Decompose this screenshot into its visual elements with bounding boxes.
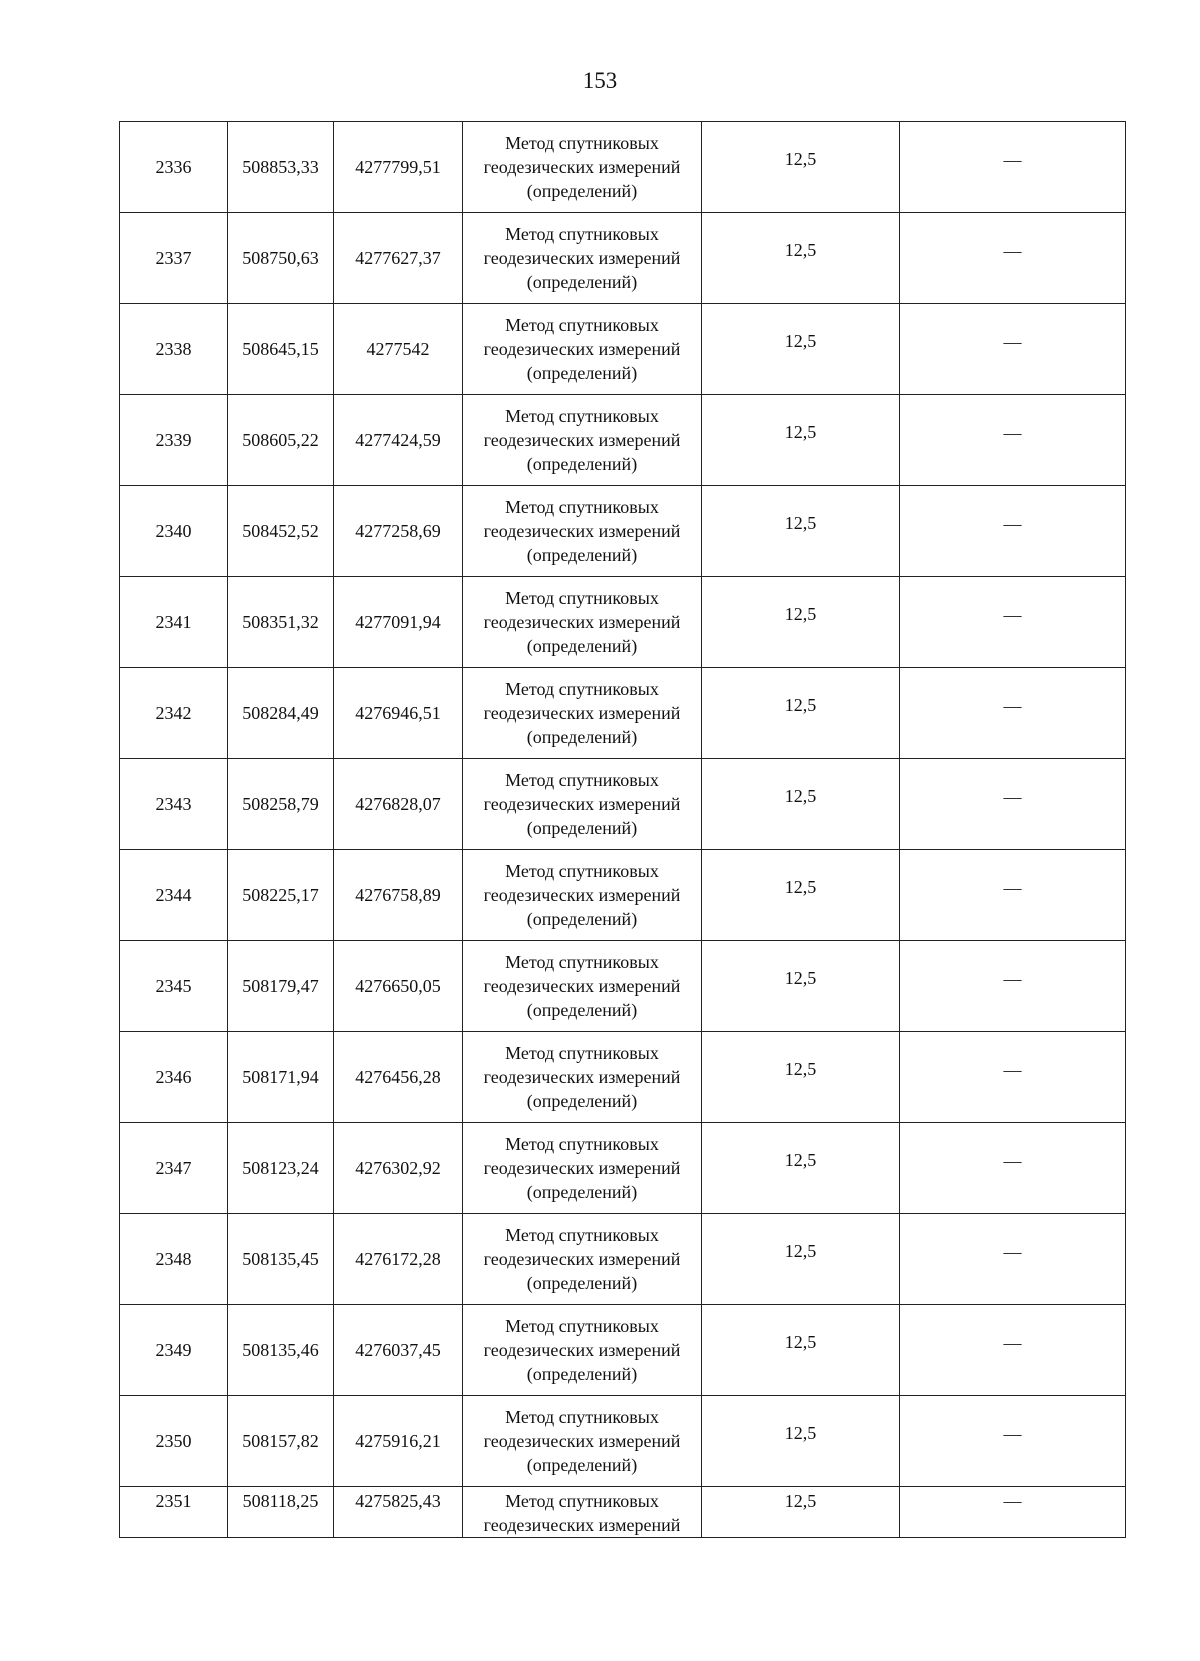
method-cell xyxy=(463,213,702,304)
description-cell xyxy=(900,941,1126,1032)
x-coordinate-cell: 508750,63 xyxy=(228,213,334,304)
method-text: Метод спутниковых геодезических измерений (определений) xyxy=(483,1134,681,1202)
accuracy-cell xyxy=(702,1123,900,1214)
x-coordinate-cell: 508135,45 xyxy=(228,1214,334,1305)
x-coordinate-cell: 508645,15 xyxy=(228,304,334,395)
table-row xyxy=(120,122,1126,213)
page-number: 153 xyxy=(582,68,618,93)
method-cell xyxy=(463,941,702,1032)
method-text: Метод спутниковых геодезических измерений (определений) xyxy=(483,952,681,1020)
description-text: — xyxy=(1003,241,1022,261)
point-number-cell: 2346 xyxy=(120,1032,228,1123)
accuracy-text: 12,5 xyxy=(784,149,817,169)
point-number-cell: 2338 xyxy=(120,304,228,395)
accuracy-text: 12,5 xyxy=(784,1150,817,1170)
x-coordinate-cell: 508123,24 xyxy=(228,1123,334,1214)
accuracy-text: 12,5 xyxy=(784,604,817,624)
method-cell xyxy=(463,1487,702,1538)
point-number-cell: 2351 xyxy=(120,1487,228,1538)
accuracy-cell xyxy=(702,668,900,759)
method-cell xyxy=(463,1032,702,1123)
method-cell xyxy=(463,577,702,668)
description-text: — xyxy=(1003,969,1022,989)
method-text: Метод спутниковых геодезических измерений xyxy=(483,1491,681,1535)
accuracy-text: 12,5 xyxy=(784,1059,817,1079)
table-row xyxy=(120,1123,1126,1214)
method-cell xyxy=(463,668,702,759)
description-text: — xyxy=(1003,696,1022,716)
point-number-cell: 2339 xyxy=(120,395,228,486)
accuracy-cell xyxy=(702,122,900,213)
point-number-cell: 2336 xyxy=(120,122,228,213)
method-cell xyxy=(463,1214,702,1305)
accuracy-text: 12,5 xyxy=(784,240,817,260)
method-text: Метод спутниковых геодезических измерений (определений) xyxy=(483,588,681,656)
point-number-cell: 2349 xyxy=(120,1305,228,1396)
method-text: Метод спутниковых геодезических измерений (определений) xyxy=(483,315,681,383)
x-coordinate-cell: 508225,17 xyxy=(228,850,334,941)
accuracy-cell xyxy=(702,213,900,304)
y-coordinate-cell: 4277424,59 xyxy=(334,395,463,486)
table-row xyxy=(120,759,1126,850)
table-row xyxy=(120,1487,1126,1538)
table-row xyxy=(120,1032,1126,1123)
y-coordinate-cell: 4276456,28 xyxy=(334,1032,463,1123)
table-row xyxy=(120,486,1126,577)
point-number-cell: 2343 xyxy=(120,759,228,850)
method-text: Метод спутниковых геодезических измерений (определений) xyxy=(483,1316,681,1384)
method-text: Метод спутниковых геодезических измерений (определений) xyxy=(483,1043,681,1111)
point-number-cell: 2345 xyxy=(120,941,228,1032)
description-cell xyxy=(900,395,1126,486)
accuracy-cell xyxy=(702,1487,900,1538)
description-text: — xyxy=(1003,150,1022,170)
description-text: — xyxy=(1003,787,1022,807)
accuracy-text: 12,5 xyxy=(784,786,817,806)
table-row xyxy=(120,395,1126,486)
y-coordinate-cell: 4276828,07 xyxy=(334,759,463,850)
accuracy-cell xyxy=(702,1396,900,1487)
point-number-cell: 2342 xyxy=(120,668,228,759)
x-coordinate-cell: 508284,49 xyxy=(228,668,334,759)
point-number-cell: 2350 xyxy=(120,1396,228,1487)
x-coordinate-cell: 508853,33 xyxy=(228,122,334,213)
accuracy-text: 12,5 xyxy=(784,1241,817,1261)
description-cell xyxy=(900,122,1126,213)
method-cell xyxy=(463,122,702,213)
point-number-cell: 2348 xyxy=(120,1214,228,1305)
description-text: — xyxy=(1003,605,1022,625)
y-coordinate-cell: 4276946,51 xyxy=(334,668,463,759)
description-cell xyxy=(900,668,1126,759)
y-coordinate-cell: 4276037,45 xyxy=(334,1305,463,1396)
method-text: Метод спутниковых геодезических измерений (определений) xyxy=(483,679,681,747)
description-text: — xyxy=(1003,1424,1022,1444)
accuracy-text: 12,5 xyxy=(784,1423,817,1443)
accuracy-cell xyxy=(702,1032,900,1123)
method-cell xyxy=(463,304,702,395)
method-cell xyxy=(463,759,702,850)
description-cell xyxy=(900,850,1126,941)
method-cell xyxy=(463,1396,702,1487)
table-row xyxy=(120,577,1126,668)
description-cell xyxy=(900,577,1126,668)
x-coordinate-cell: 508605,22 xyxy=(228,395,334,486)
description-text: — xyxy=(1003,1151,1022,1171)
y-coordinate-cell: 4276302,92 xyxy=(334,1123,463,1214)
accuracy-cell xyxy=(702,941,900,1032)
description-cell xyxy=(900,1305,1126,1396)
x-coordinate-cell: 508179,47 xyxy=(228,941,334,1032)
description-cell xyxy=(900,1487,1126,1538)
x-coordinate-cell: 508452,52 xyxy=(228,486,334,577)
description-cell xyxy=(900,1032,1126,1123)
y-coordinate-cell: 4277258,69 xyxy=(334,486,463,577)
method-cell xyxy=(463,850,702,941)
y-coordinate-cell: 4275825,43 xyxy=(334,1487,463,1538)
accuracy-text: 12,5 xyxy=(784,1491,817,1511)
description-text: — xyxy=(1003,514,1022,534)
point-number-cell: 2341 xyxy=(120,577,228,668)
description-cell xyxy=(900,486,1126,577)
method-text: Метод спутниковых геодезических измерений (определений) xyxy=(483,224,681,292)
description-text: — xyxy=(1003,1491,1022,1511)
description-text: — xyxy=(1003,1060,1022,1080)
table-row xyxy=(120,1305,1126,1396)
x-coordinate-cell: 508135,46 xyxy=(228,1305,334,1396)
description-cell xyxy=(900,1123,1126,1214)
accuracy-cell xyxy=(702,486,900,577)
accuracy-cell xyxy=(702,395,900,486)
accuracy-text: 12,5 xyxy=(784,331,817,351)
method-text: Метод спутниковых геодезических измерений (определений) xyxy=(483,406,681,474)
description-text: — xyxy=(1003,1242,1022,1262)
table-row xyxy=(120,850,1126,941)
accuracy-cell xyxy=(702,1305,900,1396)
method-text: Метод спутниковых геодезических измерений (определений) xyxy=(483,133,681,201)
table-row xyxy=(120,304,1126,395)
coordinates-table xyxy=(119,121,1126,1538)
table-row xyxy=(120,213,1126,304)
description-text: — xyxy=(1003,1333,1022,1353)
point-number-cell: 2347 xyxy=(120,1123,228,1214)
accuracy-cell xyxy=(702,1214,900,1305)
method-cell xyxy=(463,395,702,486)
x-coordinate-cell: 508171,94 xyxy=(228,1032,334,1123)
method-cell xyxy=(463,486,702,577)
description-cell xyxy=(900,1214,1126,1305)
accuracy-text: 12,5 xyxy=(784,422,817,442)
y-coordinate-cell: 4277627,37 xyxy=(334,213,463,304)
y-coordinate-cell: 4277542 xyxy=(334,304,463,395)
method-cell xyxy=(463,1305,702,1396)
method-text: Метод спутниковых геодезических измерений (определений) xyxy=(483,770,681,838)
y-coordinate-cell: 4277799,51 xyxy=(334,122,463,213)
y-coordinate-cell: 4276758,89 xyxy=(334,850,463,941)
x-coordinate-cell: 508118,25 xyxy=(228,1487,334,1538)
method-text: Метод спутниковых геодезических измерений (определений) xyxy=(483,1225,681,1293)
accuracy-text: 12,5 xyxy=(784,695,817,715)
coordinates-table-body xyxy=(120,122,1126,1538)
x-coordinate-cell: 508351,32 xyxy=(228,577,334,668)
y-coordinate-cell: 4276172,28 xyxy=(334,1214,463,1305)
method-text: Метод спутниковых геодезических измерений (определений) xyxy=(483,1407,681,1475)
description-text: — xyxy=(1003,423,1022,443)
description-cell xyxy=(900,1396,1126,1487)
point-number-cell: 2344 xyxy=(120,850,228,941)
accuracy-text: 12,5 xyxy=(784,877,817,897)
accuracy-cell xyxy=(702,304,900,395)
y-coordinate-cell: 4277091,94 xyxy=(334,577,463,668)
method-text: Метод спутниковых геодезических измерений (определений) xyxy=(483,861,681,929)
point-number-cell: 2337 xyxy=(120,213,228,304)
description-cell xyxy=(900,213,1126,304)
description-text: — xyxy=(1003,332,1022,352)
y-coordinate-cell: 4275916,21 xyxy=(334,1396,463,1487)
x-coordinate-cell: 508157,82 xyxy=(228,1396,334,1487)
table-row xyxy=(120,668,1126,759)
x-coordinate-cell: 508258,79 xyxy=(228,759,334,850)
table-row xyxy=(120,1396,1126,1487)
accuracy-cell xyxy=(702,577,900,668)
accuracy-text: 12,5 xyxy=(784,1332,817,1352)
method-cell xyxy=(463,1123,702,1214)
method-text: Метод спутниковых геодезических измерений (определений) xyxy=(483,497,681,565)
accuracy-cell xyxy=(702,850,900,941)
accuracy-cell xyxy=(702,759,900,850)
table-row xyxy=(120,1214,1126,1305)
description-text: — xyxy=(1003,878,1022,898)
point-number-cell: 2340 xyxy=(120,486,228,577)
description-cell xyxy=(900,304,1126,395)
table-row xyxy=(120,941,1126,1032)
accuracy-text: 12,5 xyxy=(784,968,817,988)
accuracy-text: 12,5 xyxy=(784,513,817,533)
description-cell xyxy=(900,759,1126,850)
y-coordinate-cell: 4276650,05 xyxy=(334,941,463,1032)
